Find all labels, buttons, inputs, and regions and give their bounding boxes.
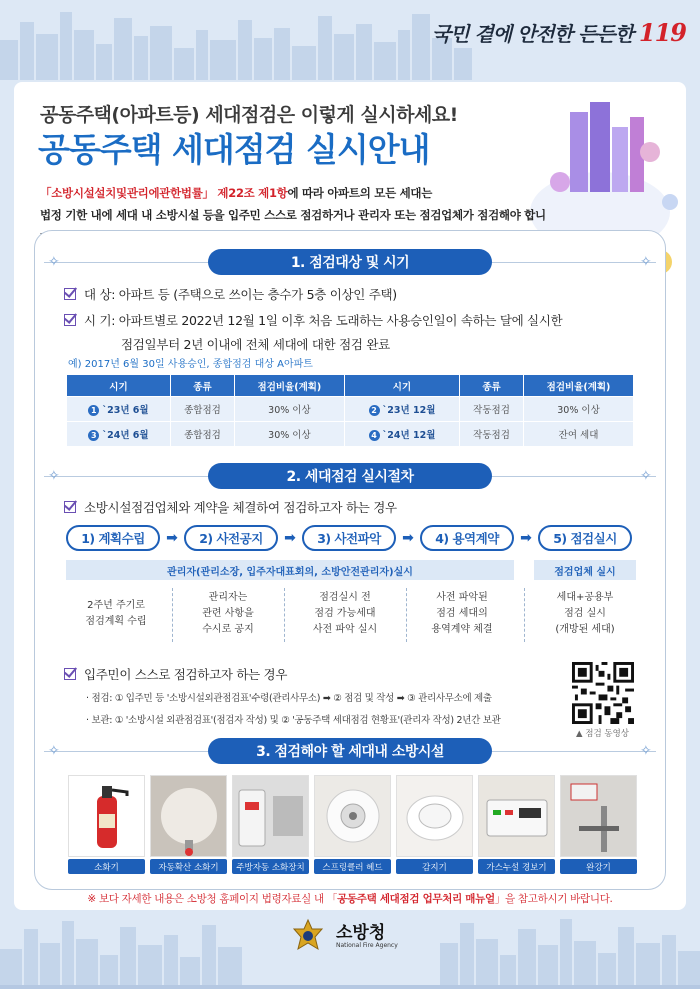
arrow-right-icon: ➡ [520, 530, 532, 546]
divider [524, 588, 525, 642]
schedule-cell: 종합점검 [170, 422, 234, 447]
period-text: `24년 6월 [102, 430, 149, 441]
procedure-steps [66, 525, 638, 551]
desc-line: 점검 세대의 [436, 608, 488, 619]
schedule-cell [344, 397, 459, 422]
sparkle-icon: ✧ [640, 468, 652, 484]
gas-alarm-icon [478, 775, 555, 857]
step-desc-contract [410, 590, 514, 638]
footnote-post: 」을 참고하시기 바랍니다. [494, 893, 613, 905]
schedule-cell [344, 422, 459, 447]
sparkle-icon: ✧ [48, 468, 60, 484]
slogan-text: 국민 곁에 안전한 든든한 [431, 22, 633, 46]
schedule-header: 시기 [67, 375, 171, 397]
desc-line: 용역계약 체결 [431, 624, 493, 635]
intro-rest: 에 따라 아파트의 모든 세대는 [287, 186, 433, 200]
section1-timing-row [64, 311, 562, 353]
section3-title: 3. 점검해야 할 세대내 소방시설 [208, 738, 492, 764]
schedule-cell: 30% 이상 [524, 397, 634, 422]
number-badge: 4 [369, 430, 380, 441]
desc-line: 사전 파악 실시 [312, 624, 378, 635]
desc-line: 세대+공용부 [556, 592, 614, 603]
intro-law: 「소방시설설치및관리에관한법률」 제22조 제1항 [40, 186, 288, 200]
facility-gallery [68, 775, 637, 874]
sparkle-icon: ✧ [48, 254, 60, 270]
footnote-manual: 공동주택 세대점검 업무처리 매뉴얼 [337, 893, 495, 905]
sparkle-icon: ✧ [640, 254, 652, 270]
step-survey: 3) 사전파악 [302, 525, 396, 551]
step-desc-survey [290, 590, 400, 638]
desc-line: 점검 가능세대 [314, 608, 376, 619]
schedule-cell: 종합점검 [170, 397, 234, 422]
facility-gas-alarm [478, 775, 555, 874]
page-title: 공동주택 세대점검 실시안내 [38, 130, 430, 169]
divider [172, 588, 173, 642]
schedule-header: 시기 [344, 375, 459, 397]
facility-detector [396, 775, 473, 874]
step-inspection: 5) 점검실시 [538, 525, 632, 551]
checkbox-icon [64, 668, 76, 680]
facility-label: 완강기 [560, 859, 637, 874]
schedule-cell: 작동점검 [460, 397, 524, 422]
schedule-header-row [67, 375, 634, 397]
section1-target-row [64, 285, 397, 303]
slogan [432, 18, 686, 47]
agency-name: 소방청 [336, 923, 386, 943]
arrow-right-icon: ➡ [284, 530, 296, 546]
step-desc-notice [178, 590, 278, 638]
section2-case1: 소방시설점검업체와 계약을 체결하여 점검하고자 하는 경우 [84, 500, 397, 515]
diffusion-extinguisher-icon [150, 775, 227, 857]
desc-line: 수시로 공지 [202, 624, 254, 635]
section1-example: 예) 2017년 6월 30일 사용승인, 종합점검 대상 A아파트 [68, 359, 313, 370]
desc-line: (개방된 세대) [555, 624, 615, 635]
kitchen-extinguisher-icon [232, 775, 309, 857]
checkbox-icon [64, 288, 76, 300]
facility-label: 스프링클러 헤드 [314, 859, 391, 874]
sparkle-icon: ✧ [640, 743, 652, 759]
arrow-right-icon: ➡ [402, 530, 414, 546]
schedule-cell [67, 397, 171, 422]
descender-icon [560, 775, 637, 857]
schedule-cell: 잔여 세대 [524, 422, 634, 447]
qr-code[interactable] [572, 662, 634, 724]
role-company: 점검업체 실시 [534, 560, 636, 580]
schedule-header: 종류 [170, 375, 234, 397]
schedule-header: 점검비율(계획) [524, 375, 634, 397]
sprinkler-icon [314, 775, 391, 857]
step-contract: 4) 용역계약 [420, 525, 514, 551]
section1-title: 1. 점검대상 및 시기 [208, 249, 492, 275]
sparkle-icon: ✧ [48, 743, 60, 759]
schedule-row [67, 397, 634, 422]
facility-label: 가스누설 경보기 [478, 859, 555, 874]
schedule-table [66, 374, 634, 447]
extinguisher-icon [68, 775, 145, 857]
agency-english: National Fire Agency [336, 942, 398, 949]
section2-case2: 입주민이 스스로 점검하고자 하는 경우 [84, 667, 288, 682]
facility-descender [560, 775, 637, 874]
schedule-cell: 30% 이상 [234, 397, 344, 422]
schedule-header: 종류 [460, 375, 524, 397]
period-text: `23년 6월 [102, 405, 149, 416]
number-badge: 2 [369, 405, 380, 416]
schedule-header: 점검비율(계획) [234, 375, 344, 397]
schedule-row [67, 422, 634, 447]
schedule-cell: 작동점검 [460, 422, 524, 447]
schedule-cell [67, 422, 171, 447]
role-manager: 관리자(관리소장, 입주자대표회의, 소방안전관리자)실시 [66, 560, 514, 580]
desc-line: 점검 실시 [564, 608, 606, 619]
self-check-steps: · 점검: ① 입주민 등 '소방시설외관점검표'수령(관리사무소) ➡ ② 점검 및 작성 ➡ ③ 관리사무소에 제출 [86, 693, 492, 704]
step-notice: 2) 사전공지 [184, 525, 278, 551]
detector-icon [396, 775, 473, 857]
arrow-right-icon: ➡ [166, 530, 178, 546]
desc-line: 관련 사항을 [202, 608, 254, 619]
divider [284, 588, 285, 642]
facility-sprinkler [314, 775, 391, 874]
step-plan: 1) 계획수립 [66, 525, 160, 551]
section2-case2-row [64, 665, 287, 683]
footnote-pre: ※ 보다 자세한 내용은 소방청 홈페이지 법령자료실 내 「 [87, 893, 338, 905]
checkbox-icon [64, 501, 76, 513]
desc-line: 점검실시 전 [319, 592, 371, 603]
facility-kitchen [232, 775, 309, 874]
section2-case1-row [64, 498, 397, 516]
step-desc-inspection [534, 590, 636, 638]
schedule-cell: 30% 이상 [234, 422, 344, 447]
desc-line: 사전 파악된 [436, 592, 488, 603]
period-text: `24년 12월 [382, 430, 436, 441]
period-text: `23년 12월 [382, 405, 436, 416]
number-badge: 1 [88, 405, 99, 416]
skyline-bottom-decoration [0, 899, 700, 989]
self-check-keep: · 보관: ① '소방시설 외관점검표'(점검자 작성) 및 ② '공동주택 세대점검 현황표'(관리자 작성) 2년간 보관 [86, 715, 501, 726]
section1-timing-line1: 시 기: 아파트별로 2022년 12월 1일 이후 처음 도래하는 사용승인일이 속하는 달에 실시한 [84, 313, 563, 328]
section1-target: 대 상: 아파트 등 (주택으로 쓰이는 층수가 5층 이상인 주택) [84, 287, 397, 302]
step-desc-plan [66, 598, 166, 630]
qr-caption: ▲ 점검 동영상 [576, 729, 629, 739]
section2-title: 2. 세대점검 실시절차 [208, 463, 492, 489]
slogan-number: 119 [638, 18, 686, 47]
desc-line: 2주년 주기로 [87, 600, 145, 611]
divider [406, 588, 407, 642]
intro-line2: 법정 기한 내에 세대 내 소방시설 등을 입주민 스스로 점검하거나 관리자 또는 점검업체가 점검해야 합니 [40, 208, 546, 222]
desc-line: 점검계획 수립 [85, 616, 147, 627]
desc-line: 관리자는 [208, 592, 248, 603]
facility-label: 소화기 [68, 859, 145, 874]
section1-timing-line2: 점검일부터 2년 이내에 전체 세대에 대한 점검 완료 [121, 337, 390, 352]
facility-label: 주방자동 소화장치 [232, 859, 309, 874]
facility-label: 자동확산 소화기 [150, 859, 227, 874]
facility-label: 감지기 [396, 859, 473, 874]
page-subtitle: 공동주택(아파트등) 세대점검은 이렇게 실시하세요! [40, 104, 458, 126]
facility-extinguisher [68, 775, 145, 874]
checkbox-icon [64, 314, 76, 326]
number-badge: 3 [88, 430, 99, 441]
facility-auto-diffusion [150, 775, 227, 874]
